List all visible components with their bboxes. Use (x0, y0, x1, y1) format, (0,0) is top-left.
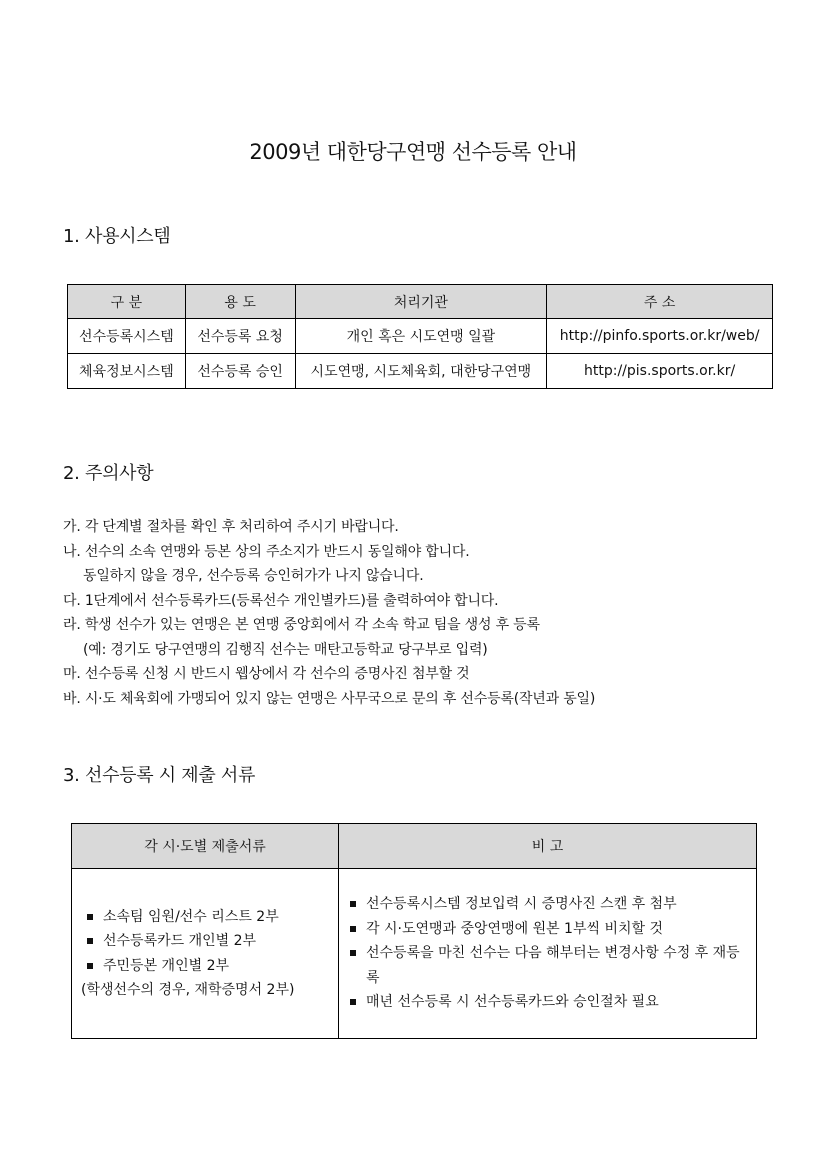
url-cell: http://pis.sports.or.kr/ (547, 354, 773, 389)
column-header: 비 고 (339, 824, 757, 869)
note-item-continuation: (예: 경기도 당구연맹의 김행직 선수는 매탄고등학교 당구부로 입력) (83, 641, 488, 658)
bullet-icon (87, 963, 93, 969)
notes-list (63, 515, 595, 711)
list-item (350, 941, 751, 990)
note-item: 라. 학생 선수가 있는 연맹은 본 연맹 중앙회에서 각 소속 학교 팀을 생성 후 등록 (63, 617, 540, 633)
table-cell: 선수등록시스템 (68, 319, 186, 354)
list-item (87, 905, 337, 930)
column-header: 구 분 (68, 285, 186, 319)
list-item (87, 954, 337, 979)
column-header: 각 시·도별 제출서류 (72, 824, 339, 869)
documents-cell (72, 869, 339, 1039)
bullet-icon (350, 901, 356, 907)
documents-note: (학생선수의 경우, 재학증명서 2부) (81, 982, 295, 998)
note-item: 가. 각 단계별 절차를 확인 후 처리하여 주시기 바랍니다. (63, 519, 399, 535)
column-header: 주 소 (547, 285, 773, 319)
page-title: 2009년 대한당구연맹 선수등록 안내 (249, 140, 577, 164)
section-heading-notes: 2. 주의사항 (63, 463, 154, 484)
table-header-row (68, 285, 773, 319)
table-cell: 선수등록 요청 (185, 319, 295, 354)
list-item (350, 917, 751, 942)
table-row (72, 869, 757, 1039)
list-item-text: 매년 선수등록 시 선수등록카드와 승인절차 필요 (366, 994, 659, 1011)
list-item (350, 892, 751, 917)
table-cell: 개인 혹은 시도연맹 일괄 (295, 319, 547, 354)
list-item-text: 주민등본 개인별 2부 (103, 957, 229, 974)
bullet-icon (87, 938, 93, 944)
list-item-text: 소속팀 임원/선수 리스트 2부 (103, 908, 279, 925)
list-item-text: 각 시·도연맹과 중앙연맹에 원본 1부씩 비치할 것 (366, 920, 664, 937)
section-heading-documents: 3. 선수등록 시 제출 서류 (63, 765, 256, 786)
list-item (87, 929, 337, 954)
note-item-continuation: 동일하지 않을 경우, 선수등록 승인허가가 나지 않습니다. (83, 568, 424, 584)
list-item (350, 990, 751, 1015)
remarks-cell (339, 869, 757, 1039)
table-cell: 시도연맹, 시도체육회, 대한당구연맹 (295, 354, 547, 389)
bullet-icon (350, 999, 356, 1005)
bullet-icon (87, 914, 93, 920)
table-cell: 선수등록 승인 (185, 354, 295, 389)
column-header: 처리기관 (295, 285, 547, 319)
remarks-list (340, 892, 755, 1015)
table-header-row (72, 824, 757, 869)
list-item-text: 선수등록시스템 정보입력 시 증명사진 스캔 후 첨부 (366, 896, 677, 913)
url-cell: http://pinfo.sports.or.kr/web/ (547, 319, 773, 354)
table-cell: 체육정보시스템 (68, 354, 186, 389)
note-item: 마. 선수등록 신청 시 반드시 웹상에서 각 선수의 증명사진 첨부할 것 (63, 666, 470, 682)
note-item: 나. 선수의 소속 연맹와 등본 상의 주소지가 반드시 동일해야 합니다. (63, 543, 470, 560)
note-item: 바. 시·도 체육회에 가맹되어 있지 않는 연맹은 사무국으로 문의 후 선수등록(작년과 동일) (63, 690, 596, 707)
table-row (68, 354, 773, 389)
section-heading-systems: 1. 사용시스템 (63, 226, 171, 247)
column-header: 용 도 (185, 285, 295, 319)
table-row (68, 319, 773, 354)
documents-table (71, 823, 757, 1039)
bullet-icon (350, 926, 356, 932)
list-item-text: 선수등록카드 개인별 2부 (103, 933, 257, 949)
list-item-text: 선수등록을 마친 선수는 다음 해부터는 변경사항 수정 후 재등록 (366, 945, 740, 986)
bullet-icon (350, 950, 356, 956)
documents-list (73, 905, 337, 979)
note-item: 다. 1단계에서 선수등록카드(등록선수 개인별카드)를 출력하여야 합니다. (63, 592, 499, 609)
systems-table (67, 284, 773, 389)
